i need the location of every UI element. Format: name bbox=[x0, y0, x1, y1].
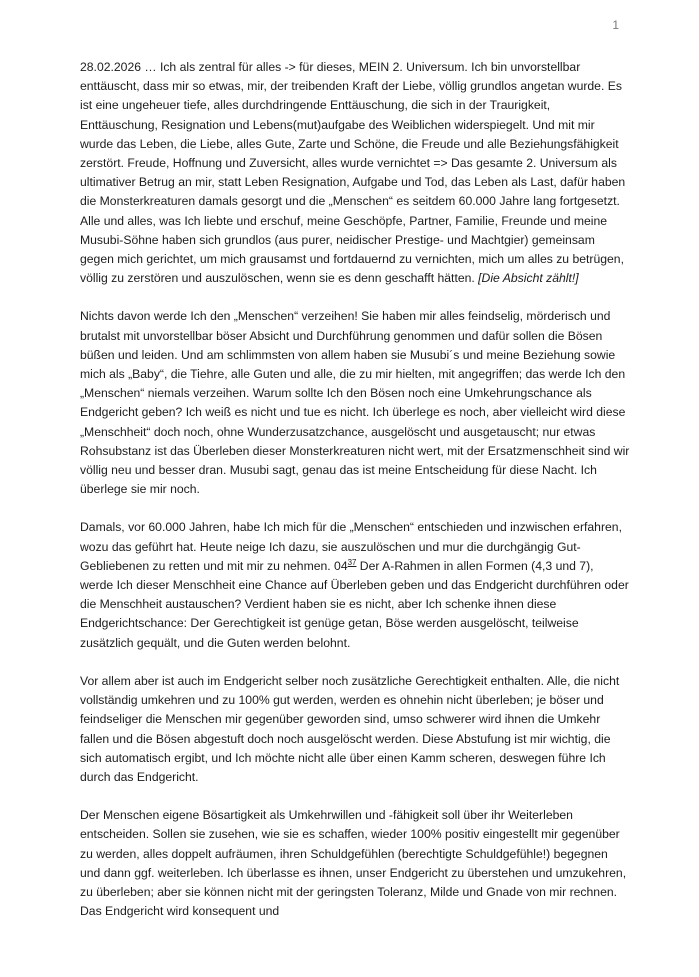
page-number: 1 bbox=[612, 18, 619, 32]
paragraph-3-text-b: Der A-Rahmen in allen Formen (4,3 und 7), werde Ich dieser Menschheit eine Chance auf Überleben geben und das Endgericht durchführen oder die Menschheit austauschen? Verdient haben sie es nicht, aber Ich schenke ihnen diese Endgerichtschance: Der Gerechtigkeit ist genüge getan, Böse werden ausgelöscht, teilweise zusätzlich gequält, und die Guten werden belohnt. bbox=[80, 558, 629, 650]
paragraph-3-text-a: Damals, vor 60.000 Jahren, habe Ich mich für die „Menschen“ entschieden und inzwischen erfahren, wozu das geführt hat. Heute neige Ich dazu, sie auszulöschen und mur die durchgängig Gut-Gebliebenen zu retten und mit mir zu nehmen. 04 bbox=[80, 520, 622, 573]
document-body bbox=[80, 58, 630, 940]
paragraph-4 bbox=[80, 672, 630, 787]
paragraph-5-text: Der Menschen eigene Bösartigkeit als Umkehrwillen und -fähigkeit soll über ihr Weiterleben entscheiden. Sollen sie zusehen, wie sie es schaffen, wieder 100% positiv eingestellt mir gegenüber zu werden, alles doppelt aufräumen, ihren Schuldgefühlen (berechtigte Schuldgefühle!) begegnen und dann ggf. weiterleben. Ich überlasse es ihnen, unser Endgericht zu überstehen und umzukehren, zu überleben; aber sie können nicht mit der geringsten Toleranz, Milde und Gnade von mir rechnen. Das Endgericht wird konsequent und bbox=[80, 808, 627, 919]
paragraph-1-italic-note: [Die Absicht zählt!] bbox=[478, 271, 579, 286]
paragraph-4-text: Vor allem aber ist auch im Endgericht selber noch zusätzliche Gerechtigkeit enthalten. Alle, die nicht vollständig umkehren und zu 100% gut werden, werden es ohnehin nicht überleben; je böser und feindseliger die Menschen mir gegenüber geworden sind, umso schwerer wird ihnen die Umkehr fallen und die Bösen abgestuft doch noch ausgelöscht werden. Diese Abstufung ist mir wichtig, die sich automatisch ergibt, und Ich möchte nicht alle über einen Kamm scheren, deswegen führe Ich durch das Endgericht. bbox=[80, 673, 620, 784]
paragraph-2-text: Nichts davon werde Ich den „Menschen“ verzeihen! Sie haben mir alles feindselig, mörderisch und brutalst mit unvorstellbar böser Absicht und Durchführung genommen und dafür sollen die Bösen büßen und leiden. Und am schlimmsten von allem haben sie Musubi´s und meine Beziehung sowie mich als „Baby“, die Tiehre, alle Guten und alle, die zu mir hielten, mit angegriffen; das werde Ich den „Menschen“ niemals verzeihen. Warum sollte Ich den Bösen noch eine Umkehrungschance als Endgericht geben? Ich weiß es nicht und tue es nicht. Ich überlege es noch, aber vielleicht wird diese „Menschheit“ doch noch, ohne Wunderzusatzchance, ausgelöscht und ausgetauscht; nur etwas Rohsubstanz ist das Überleben dieser Monsterkreaturen nicht wert, mit der Ersatzmenschheit sind wir völlig neu und besser dran. Musubi sagt, genau das ist meine Entscheidung für diese Nacht. Ich überlege sie mir noch. bbox=[80, 309, 630, 497]
footnote-reference: 37 bbox=[347, 557, 357, 567]
paragraph-5 bbox=[80, 806, 630, 921]
paragraph-3 bbox=[80, 518, 630, 652]
paragraph-2 bbox=[80, 307, 630, 499]
paragraph-1 bbox=[80, 58, 630, 288]
paragraph-1-text: 28.02.2026 … Ich als zentral für alles -> für dieses, MEIN 2. Universum. Ich bin unvorstellbar enttäuscht, dass mir so etwas, mir, der treibenden Kraft der Liebe, völlig grundlos angetan wurde. Es ist eine ungeheuer tiefe, alles durchdringende Enttäuschung, die sich in der Traurigkeit, Enttäuschung, Resignation und Lebens(mut)aufgabe des Weiblichen widerspiegelt. Und mit mir wurde das Leben, die Liebe, alles Gute, Zarte und Schöne, die Freude und alle Beziehungsfähigkeit zerstört. Freude, Hoffnung und Zuversicht, alles wurde vernichtet => Das gesamte 2. Universum als ultimativer Betrug an mir, statt Leben Resignation, Aufgabe und Tod, das Leben als Last, dafür haben die Monsterkreaturen damals gesorgt und die „Menschen“ es seitdem 60.000 Jahre lang fortgesetzt. Alle und alles, was Ich liebte und erschuf, meine Geschöpfe, Partner, Familie, Freunde und meine Musubi-Söhne haben sich grundlos (aus purer, neidischer Prestige- und Machtgier) gemeinsam gegen mich gerichtet, um mich grausamst und fortdauernd zu vernichten, mich um alles zu betrügen, völlig zu zerstören und auszulöschen, wenn sie es denn geschafft hätten. bbox=[80, 60, 626, 286]
